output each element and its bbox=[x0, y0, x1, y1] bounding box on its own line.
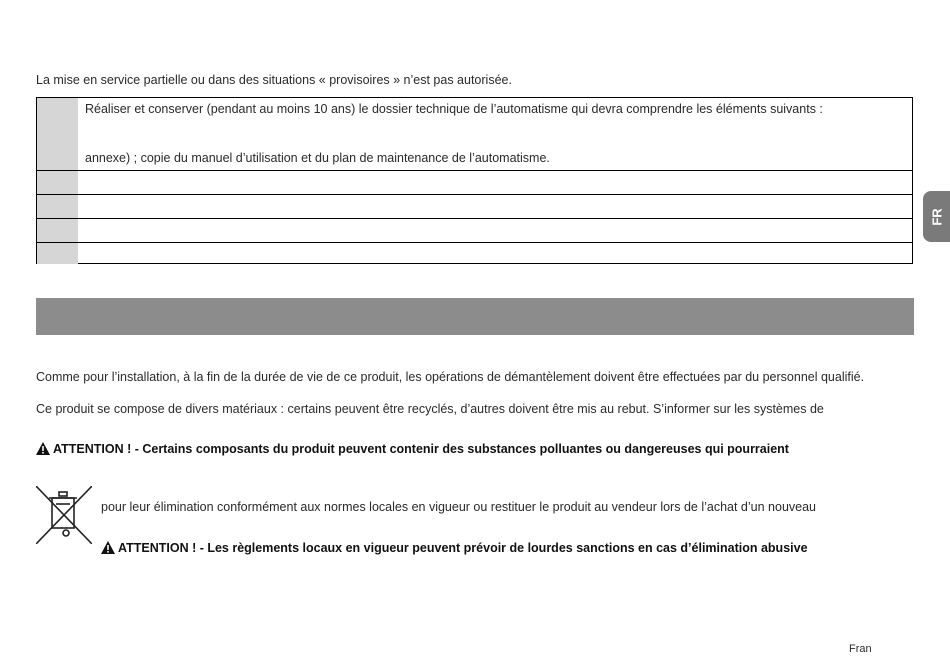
table-row-divider bbox=[78, 218, 912, 219]
warning-text: ATTENTION ! - Certains composants du produit peuvent contenir des substances polluantes ou dangereuses qui pourraient bbox=[53, 442, 789, 456]
section-banner bbox=[36, 298, 914, 335]
crossed-out-wheelie-bin-icon bbox=[36, 486, 92, 544]
table-row-divider bbox=[78, 170, 912, 171]
language-tab-label: FR bbox=[929, 207, 944, 226]
disposal-paragraph: Ce produit se compose de divers matériaux : certains peuvent être recyclés, d’autres doivent être mis au rebut. S’informer sur les systèmes de bbox=[36, 402, 824, 416]
disposal-paragraph: pour leur élimination conformément aux normes locales en vigueur ou restituer le produit au vendeur lors de l’achat d’un nouveau bbox=[101, 500, 816, 514]
warning-triangle-icon bbox=[101, 541, 115, 554]
intro-text: La mise en service partielle ou dans des situations « provisoires » n’est pas autorisée. bbox=[36, 73, 512, 87]
table-row-divider bbox=[78, 242, 912, 243]
checklist-table bbox=[36, 97, 913, 264]
table-row-marker bbox=[37, 219, 78, 243]
table-row-text: Réaliser et conserver (pendant au moins 10 ans) le dossier technique de l’automatisme qui devra comprendre les éléments suivants : bbox=[85, 102, 823, 116]
warning-paragraph bbox=[36, 442, 914, 457]
warning-text: ATTENTION ! - Les règlements locaux en vigueur peuvent prévoir de lourdes sanctions en cas d’élimination abusive bbox=[118, 541, 808, 555]
table-row-marker bbox=[37, 243, 78, 264]
table-row-marker bbox=[37, 98, 78, 171]
table-row-divider bbox=[78, 194, 912, 195]
warning-paragraph bbox=[101, 541, 914, 556]
table-row-text: annexe) ; copie du manuel d’utilisation et du plan de maintenance de l’automatisme. bbox=[85, 151, 550, 165]
language-tab bbox=[923, 191, 950, 242]
table-row-marker bbox=[37, 195, 78, 219]
disposal-paragraph: Comme pour l’installation, à la fin de la durée de vie de ce produit, les opérations de démantèlement doivent être effectuées par du personnel qualifié. bbox=[36, 370, 865, 384]
warning-triangle-icon bbox=[36, 442, 50, 455]
page-footer: Fran bbox=[849, 643, 872, 655]
table-row-marker bbox=[37, 171, 78, 195]
